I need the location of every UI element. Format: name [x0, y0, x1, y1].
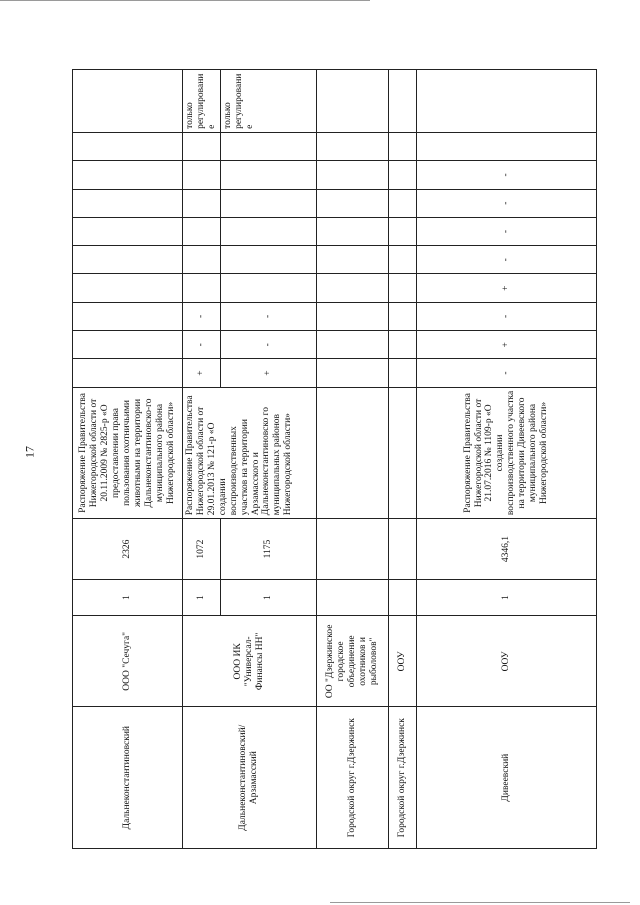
mark-cell — [220, 217, 316, 245]
mark-cell: - — [220, 302, 316, 330]
mark-cell — [388, 161, 416, 189]
mark-cell — [73, 359, 183, 387]
mark-cell — [388, 274, 416, 302]
mark-cell — [183, 274, 221, 302]
document-cell — [388, 387, 416, 519]
mark-cell — [388, 359, 416, 387]
area-cell: 1175 — [220, 519, 316, 580]
mark-cell — [388, 132, 416, 160]
user-cell: ОО "Дзержинское городское объединение охотников и рыболовов" — [316, 616, 388, 707]
mark-cell: - — [416, 246, 596, 274]
mark-cell — [316, 331, 388, 359]
document-cell: Распоряжение Правительства Нижегородской области от 20.11.2009 № 2825-р «О предоставлении права пользования охотничьими животными на территории Дальнеконстантиновско-го муниципального района Нижегородской области» — [73, 387, 183, 519]
count-cell: 1 — [183, 579, 221, 615]
table-row — [388, 70, 416, 849]
scan-edge-bottom — [330, 902, 630, 903]
mark-cell — [316, 274, 388, 302]
district-cell: Дальнеконстантиновский/ Арзамасский — [183, 707, 317, 849]
mark-cell — [73, 132, 183, 160]
mark-cell — [316, 161, 388, 189]
area-cell: 2326 — [73, 519, 183, 580]
district-cell: Городской округ г.Дзержинск — [316, 707, 388, 849]
table-row — [183, 70, 221, 849]
mark-cell — [183, 189, 221, 217]
mark-cell — [220, 274, 316, 302]
mark-cell — [73, 274, 183, 302]
mark-cell — [388, 331, 416, 359]
district-cell: Городской округ г.Дзержинск — [388, 707, 416, 849]
mark-cell — [183, 161, 221, 189]
count-cell: 1 — [73, 579, 183, 615]
mark-cell — [183, 246, 221, 274]
mark-cell — [316, 359, 388, 387]
user-cell: ООУ — [388, 616, 416, 707]
note-cell: только регулировани е — [220, 70, 316, 133]
mark-cell — [316, 132, 388, 160]
hunting-grounds-table — [72, 69, 597, 849]
table-row — [73, 70, 183, 849]
count-cell: 1 — [220, 579, 316, 615]
mark-cell: - — [220, 331, 316, 359]
mark-cell — [183, 132, 221, 160]
mark-cell — [220, 189, 316, 217]
district-cell: Дальнеконстантиновский — [73, 707, 183, 849]
mark-cell: + — [416, 274, 596, 302]
mark-cell — [316, 246, 388, 274]
mark-cell — [73, 246, 183, 274]
mark-cell — [316, 189, 388, 217]
area-cell: 1072 — [183, 519, 221, 580]
mark-cell: + — [416, 331, 596, 359]
mark-cell: + — [220, 359, 316, 387]
mark-cell — [73, 217, 183, 245]
rotated-table — [72, 69, 592, 849]
mark-cell — [73, 331, 183, 359]
mark-cell: - — [416, 359, 596, 387]
count-cell — [388, 579, 416, 615]
mark-cell — [316, 217, 388, 245]
mark-cell: - — [416, 302, 596, 330]
count-cell: 1 — [416, 579, 596, 615]
note-cell — [388, 70, 416, 133]
document-cell: Распоряжение Правительства Нижегородской области от 29.01.2013 № 121-р «О создании воспроизводственных участков на территории Арзамасского и Дальнеконстантиновско го муниципальных районов Нижегородской области» — [183, 387, 317, 519]
mark-cell — [220, 132, 316, 160]
mark-cell — [416, 132, 596, 160]
mark-cell — [388, 246, 416, 274]
note-cell: только регулировани е — [183, 70, 221, 133]
mark-cell: - — [416, 161, 596, 189]
note-cell — [73, 70, 183, 133]
document-cell — [316, 387, 388, 519]
count-cell — [316, 579, 388, 615]
mark-cell: - — [416, 217, 596, 245]
area-cell — [316, 519, 388, 580]
mark-cell: - — [183, 302, 221, 330]
mark-cell — [388, 302, 416, 330]
table-row — [416, 70, 596, 849]
mark-cell — [316, 302, 388, 330]
user-cell: ООО ИК "Универсал-Финансы НН" — [183, 616, 317, 707]
document-cell: Распоряжение Правительства Нижегородской области от 21.07.2016 № 1109-р «О создании воспроизводственного участка на территории Дивеевского муниципального района Нижегородской области» — [416, 387, 596, 519]
user-cell: ООО "Сечуга" — [73, 616, 183, 707]
mark-cell — [220, 161, 316, 189]
mark-cell: + — [183, 359, 221, 387]
area-cell: 4346,1 — [416, 519, 596, 580]
mark-cell: - — [183, 331, 221, 359]
mark-cell — [73, 189, 183, 217]
area-cell — [388, 519, 416, 580]
scan-edge-top — [0, 0, 370, 1]
note-cell — [416, 70, 596, 133]
user-cell: ООУ — [416, 616, 596, 707]
mark-cell — [388, 189, 416, 217]
mark-cell — [73, 161, 183, 189]
mark-cell: - — [416, 189, 596, 217]
mark-cell — [73, 302, 183, 330]
mark-cell — [388, 217, 416, 245]
district-cell: Дивеевский — [416, 707, 596, 849]
mark-cell — [220, 246, 316, 274]
mark-cell — [183, 217, 221, 245]
table-row — [316, 70, 388, 849]
note-cell — [316, 70, 388, 133]
